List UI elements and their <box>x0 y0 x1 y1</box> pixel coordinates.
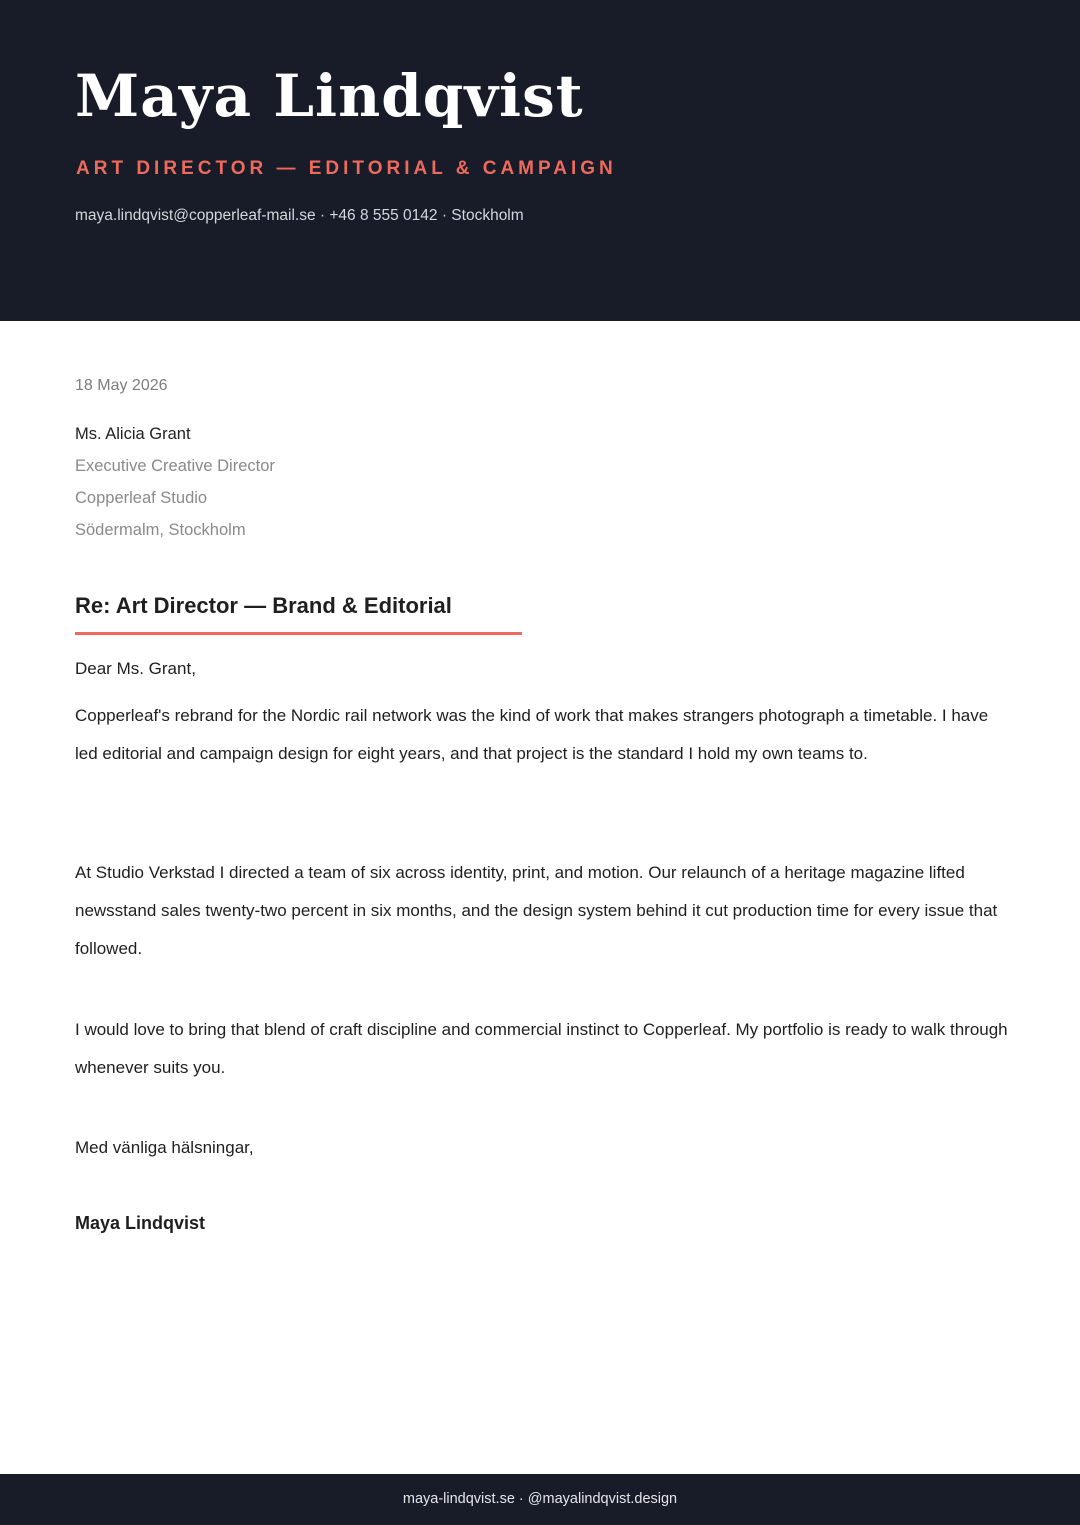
subject-underline <box>75 632 522 635</box>
letter-greeting: Dear Ms. Grant, <box>75 659 196 678</box>
letter-signature: Maya Lindqvist <box>75 1213 206 1233</box>
sender-contact-line: maya.lindqvist@copperleaf-mail.se · +46 8 555 0142 · Stockholm <box>75 207 524 224</box>
recipient-name: Ms. Alicia Grant <box>75 425 191 443</box>
sender-role: ART DIRECTOR — EDITORIAL & CAMPAIGN <box>76 158 617 179</box>
letter-closing: Med vänliga hälsningar, <box>75 1138 254 1157</box>
recipient-company: Copperleaf Studio <box>75 489 208 507</box>
recipient-title: Executive Creative Director <box>75 457 275 475</box>
letterhead-header <box>0 0 1080 321</box>
footer-links: maya-lindqvist.se · @mayalindqvist.design <box>402 1491 678 1507</box>
body-paragraph: Copperleaf's rebrand for the Nordic rail network was the kind of work that makes strangers photograph a timetable. I have led editorial and campaign design for eight years, and that project is the standard I hold my own teams to. <box>75 706 989 763</box>
recipient-block <box>75 418 275 546</box>
sender-name: Maya Lindqvist <box>75 62 584 130</box>
body-paragraph: At Studio Verkstad I directed a team of six across identity, print, and motion. Our relaunch of a heritage magazine lifted newsstand sales twenty-two percent in six months, and the design system behind it cut production time for every issue that followed. <box>75 863 998 958</box>
letter-subject: Re: Art Director — Brand & Editorial <box>75 593 452 618</box>
letter-footer <box>0 1474 1080 1525</box>
recipient-location: Södermalm, Stockholm <box>75 521 246 539</box>
body-paragraph: I would love to bring that blend of craft discipline and commercial instinct to Copperleaf. My portfolio is ready to walk through whenever suits you. <box>75 1020 1008 1077</box>
letter-date: 18 May 2026 <box>75 377 168 394</box>
